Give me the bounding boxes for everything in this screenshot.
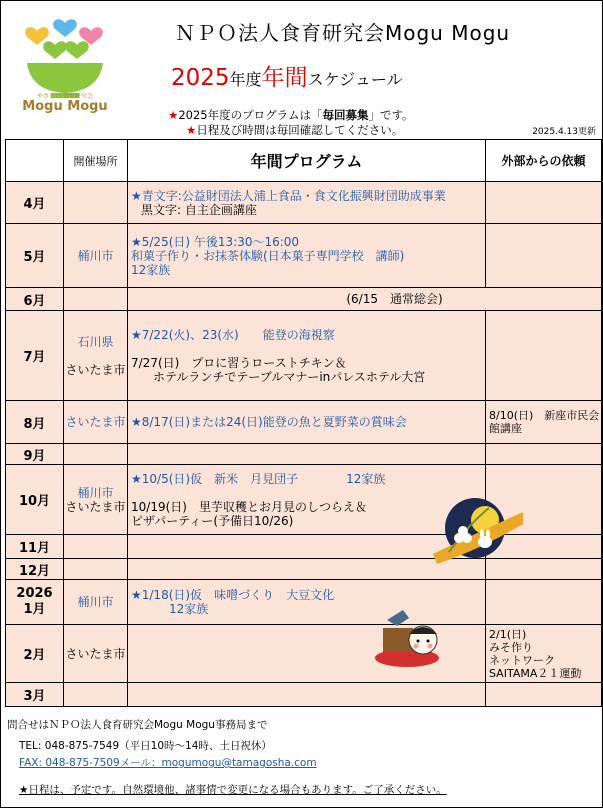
logo-text: Mogu Mogu [22, 99, 108, 114]
updated-date: 2025.4.13更新 [532, 127, 596, 137]
tel-line: TEL: 048-875-7549（平日10時～14時、土日祝休） [19, 740, 272, 752]
logo-small-text: やさしい 食育研究会 [37, 93, 93, 100]
title-end: スケジュール [307, 70, 403, 89]
footer-note: ★日程は、予定です。自然環境他、諸事情で変更になる場合もあります。ご了承ください。 [19, 784, 447, 796]
title-red: 年間 [261, 65, 308, 91]
table-row: 10月 桶川市 さいたま市 ★10/5(日)仮 新米 月見団子 12家族 10/19(日) 里芋収穫とお月見のしつらえ＆ ピザパーティー(予備日10/26) [6, 465, 602, 535]
table-row: 9月 [6, 444, 602, 465]
table-row: 2月 さいたま市 2/1(日) みそ作り ネットワーク SAITAMA２１運動 [6, 625, 602, 683]
table-row: 7月 石川県 さいたま市 ★7/22(火)、23(水) 能登の海視察 7/27(日) プロに習うローストチキン＆ ホテルランチでテーブルマナーinパレスホテル大宮 [6, 311, 602, 401]
notice-confirm: ★日程及び時間は毎回確認してください。 [186, 123, 404, 137]
table-row: 3月 [6, 683, 602, 707]
footer [7, 717, 597, 799]
contact-line: 問合せはＮＰＯ法人食育研究会Mogu Mogu事務局まで [7, 719, 268, 731]
table-header-row [6, 140, 602, 182]
table-row: 5月 桶川市 ★5/25(日) 午後13:30～16:00 和菓子作り・お抹茶体験(日本菓子専門学校 講師) 12家族 [6, 224, 602, 288]
title-mid: 年度 [229, 70, 262, 89]
table-row: 6月 (6/15 通常総会) [6, 288, 602, 311]
header-program: 年間プログラム [128, 140, 486, 182]
table-row: 4月 ★青文字:公益財団法人浦上食品・食文化振興財団助成事業 黒文字: 自主企画講座 [6, 182, 602, 224]
header-place: 開催場所 [64, 140, 128, 182]
header-external: 外部からの依頼 [486, 140, 602, 182]
table-row: 11月 [6, 535, 602, 559]
header [1, 1, 602, 139]
new-year-illustration [373, 604, 443, 668]
table-row: 12月 [6, 559, 602, 580]
fax-mail-link[interactable]: FAX: 048-875-7509メール：mogumogu@tamagosha.com [19, 757, 317, 769]
schedule-table [5, 139, 602, 707]
moon-viewing-illustration [429, 494, 525, 566]
organization-name: ＮＰＯ法人食育研究会Mogu Mogu [175, 21, 511, 45]
page-title [171, 59, 403, 92]
title-year: 2025 [171, 65, 230, 91]
table-row: 2026 1月 桶川市 ★1/18(日)仮 味噌づくり 大豆文化 12家族 [6, 580, 602, 625]
table-row: 8月 さいたま市 ★8/17(日)または24(日)能登の魚と夏野菜の賞味会 8/10(日) 新座市民会館講座 [6, 401, 602, 444]
notice-recruitment: ★2025年度のプログラムは「毎回募集」です。 [168, 108, 414, 122]
